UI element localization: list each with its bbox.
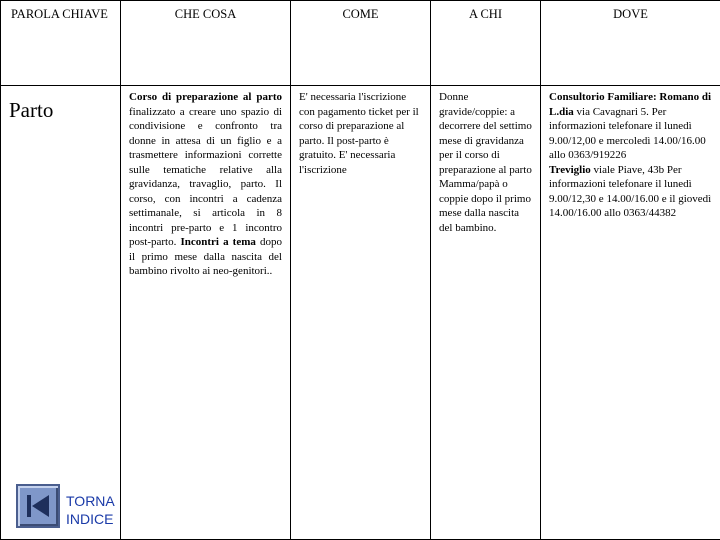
where-place-2: Treviglio [549, 163, 591, 176]
what-body-1: finalizzato a creare uno spazio di condivisione e confronto tra donne in attesa di un figlio e a trasmettere informazioni corrette sulle tematiche relative alla gravidanza, travaglio, parto. Il corso, con incontri a cadenza settimanale, si articola in 8 incontri pre-parto e 1 incontro post-parto. [129, 105, 282, 248]
back-to-index-link[interactable] [16, 484, 115, 528]
where-text [549, 90, 712, 221]
header-row [1, 1, 720, 86]
where-body-1: via Cavagnari 5. Per informazioni telefonare il lunedì 9.00/12,00 e mercoledì 14.00/16.00 allo 0363/919226 [549, 105, 706, 161]
back-label-line1: TORNA [66, 493, 115, 509]
back-label-line2: INDICE [66, 511, 114, 527]
what-bold-2: Incontri a tema [180, 236, 256, 248]
where-place-1: Consultorio Familiare: Romano di L.dia [549, 91, 712, 118]
table-row [1, 86, 720, 540]
how-cell [291, 86, 431, 540]
what-text [129, 90, 282, 279]
what-title: Corso di preparazione al parto [129, 91, 282, 103]
where-body-2: viale Piave, 43b Per informazioni telefonare il lunedì 9.00/12,30 e 14.00/16.00 e il giovedì 14.00/16.00 allo 0363/44382 [549, 163, 712, 219]
back-button[interactable] [16, 484, 60, 528]
what-body-2: dopo il primo mese dalla nascita del bambino rivolto ai neo-genitori.. [129, 236, 282, 277]
keyword-cell [1, 86, 121, 540]
header-who: A CHI [431, 1, 541, 86]
who-cell [431, 86, 541, 540]
back-label[interactable] [66, 492, 115, 528]
how-text: E' necessaria l'iscrizione con pagamento ticket per il corso di preparazione al parto. Il post-parto è gratuito. E' necessaria l'iscrizione [299, 91, 419, 176]
header-where: DOVE [541, 1, 720, 86]
who-text: Donne gravide/coppie: a decorrere del settimo mese di gravidanza per il corso di preparazione al parto Mamma/papà o coppie dopo il primo mese dalla nascita del bambino. [439, 91, 532, 234]
where-cell [541, 86, 720, 540]
header-how: COME [291, 1, 431, 86]
header-keyword: PAROLA CHIAVE [1, 1, 121, 86]
header-what: CHE COSA [121, 1, 291, 86]
keyword-text: Parto [9, 98, 54, 122]
skip-back-icon [23, 491, 53, 521]
what-cell [121, 86, 291, 540]
